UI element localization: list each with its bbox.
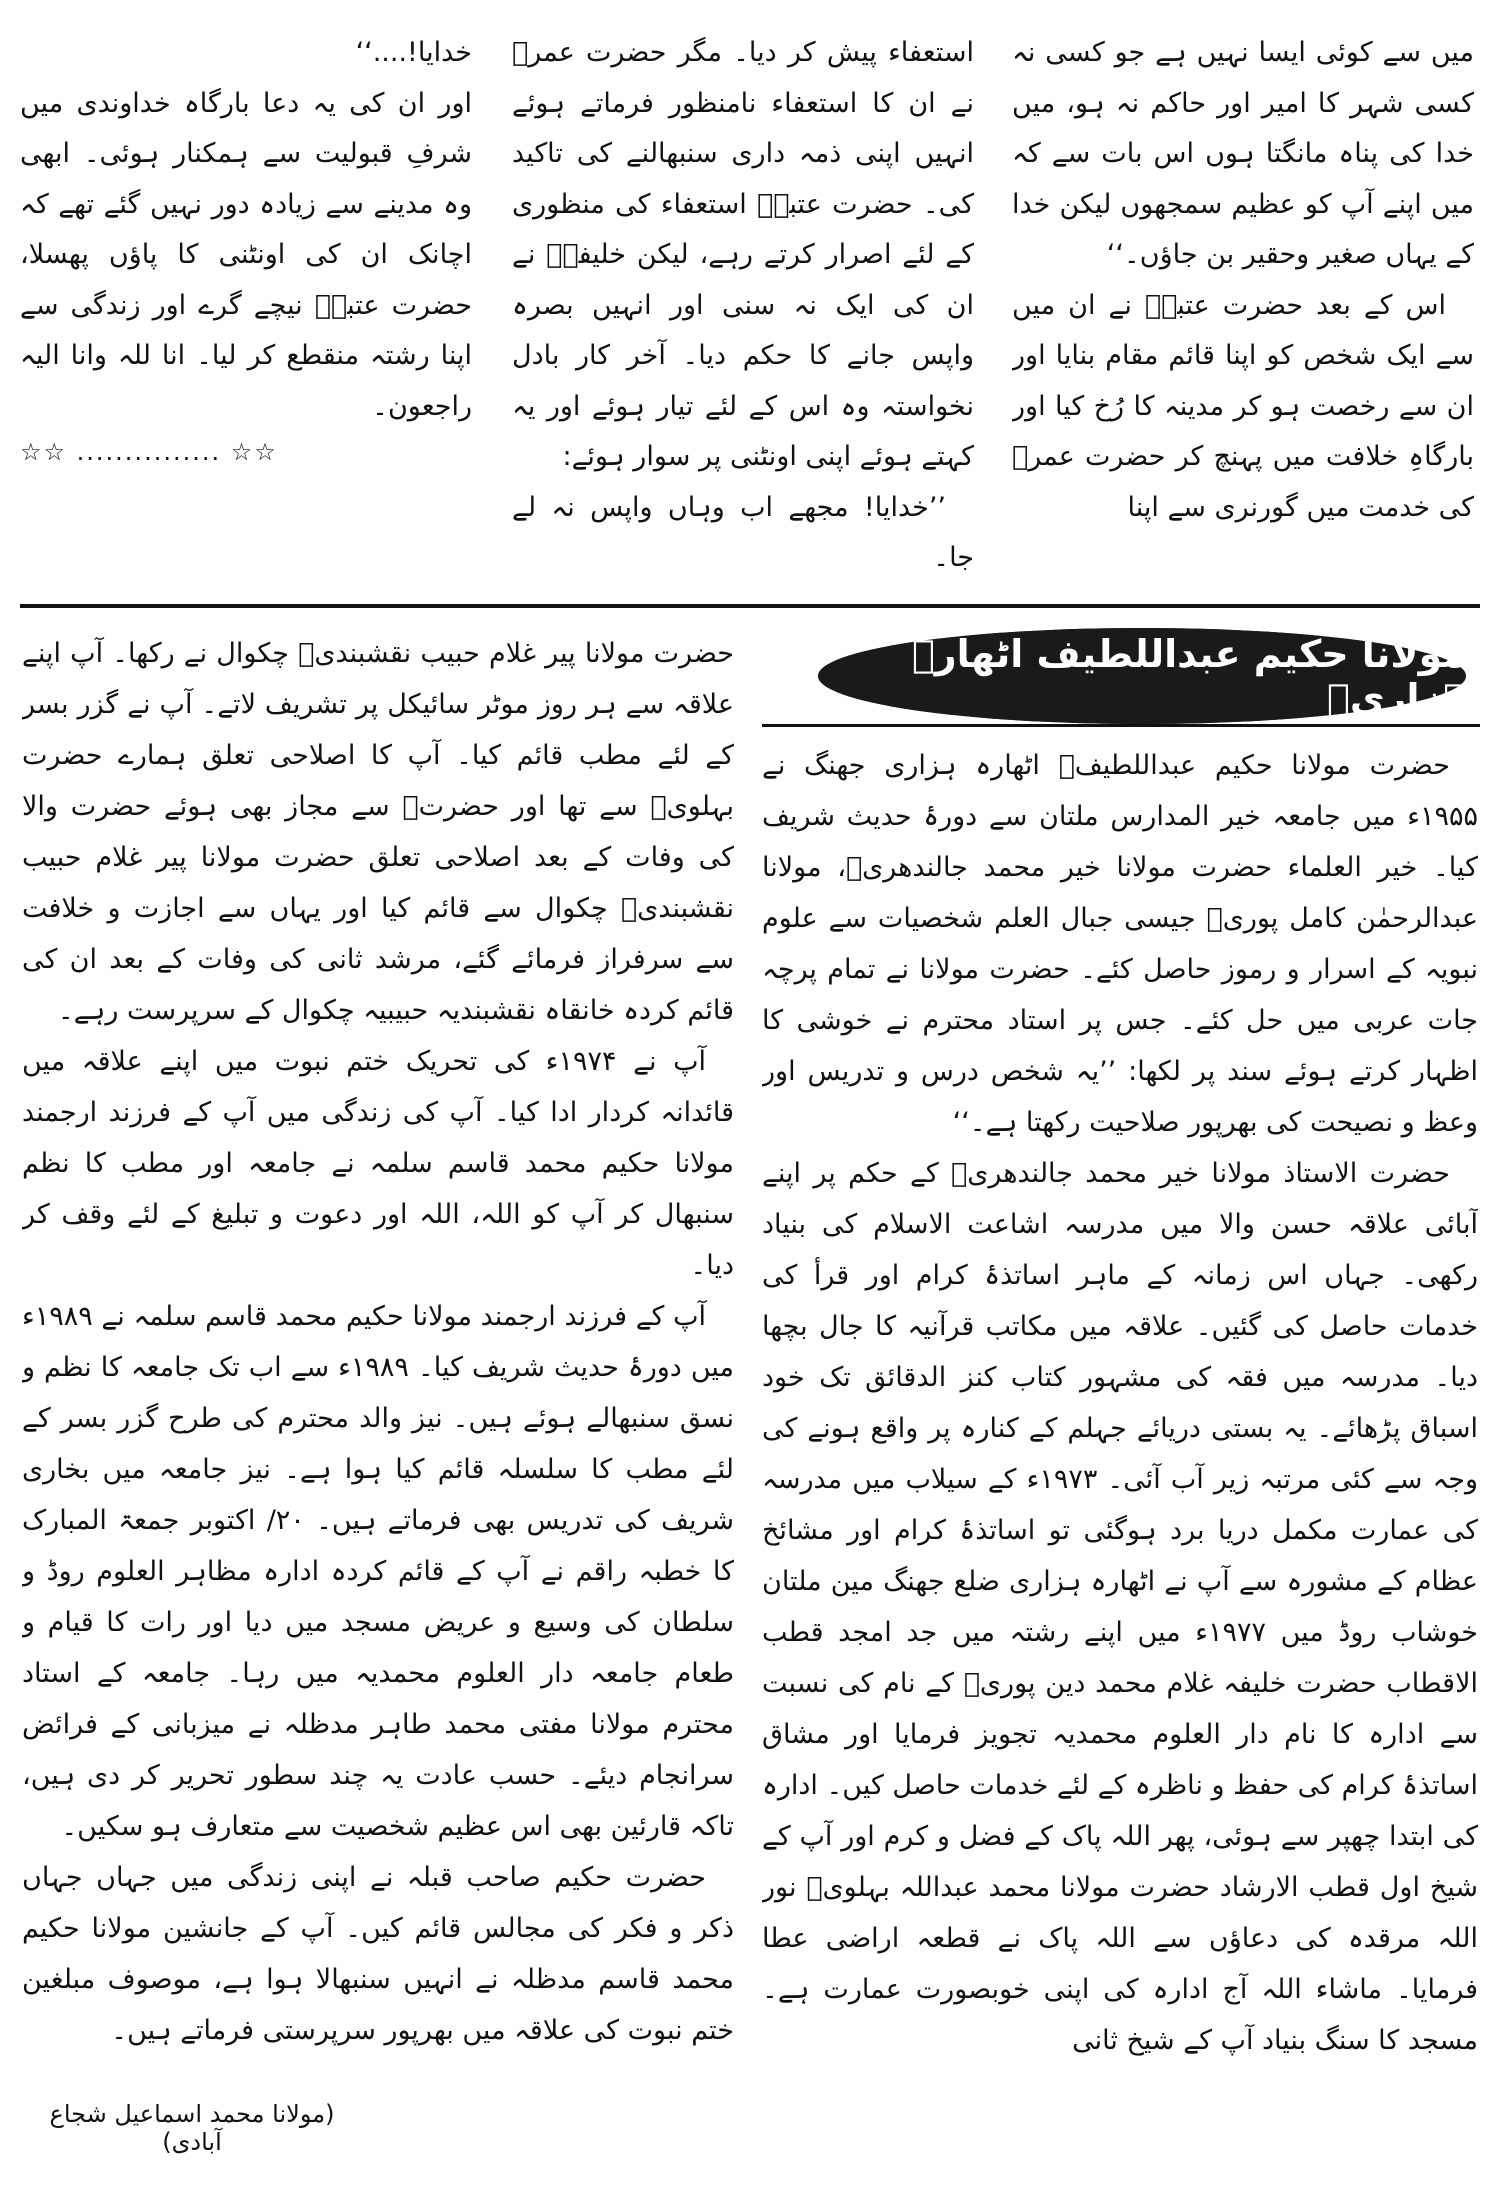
article-title: مولانا حکیم عبداللطیف اٹھارہ ہزاریؒ	[818, 628, 1466, 724]
paragraph: آپ کے فرزند ارجمند مولانا حکیم محمد قاسم سلمہ نے ۱۹۸۹ء میں دورۂ حدیث شریف کیا۔ ۱۹۸۹ء سے اب تک جامعہ کا نظم و نسق سنبھالے ہوئے ہیں۔ نیز والد محترم کی طرح گزر بسر کے لئے مطب کا سلسلہ قائم کیا ہوا ہے۔ نیز جامعہ میں بخاری شریف کی تدریس بھی فرماتے ہیں۔ ۲۰/ اکتوبر جمعۃ المبارک کا خطبہ راقم نے آپ کے قائم کردہ ادارہ مظاہر العلوم روڈ و سلطان کی وسیع و عریض مسجد میں دیا اور رات کا قیام و طعام جامعہ دار العلوم محمدیہ میں رہا۔ جامعہ کے استاد محترم مولانا مفتی محمد طاہر مدظلہ نے میزبانی کے فرائض سرانجام دیئے۔ حسب عادت یہ چند سطور تحریر کر دی ہیں، تاکہ قارئین بھی اس عظیم شخصیت سے متعارف ہو سکیں۔	[22, 1301, 734, 1842]
top-column-middle	[512, 28, 974, 588]
top-column-right	[1012, 28, 1474, 588]
quote-line: ’’خدایا! مجھے اب وہاں واپس نہ لے جا۔	[512, 491, 974, 573]
paragraph: اس کے بعد حضرت عتبہؓ نے ان میں سے ایک شخص کو اپنا قائم مقام بنایا اور ان سے رخصت ہو کر مدینہ کا رُخ کیا اور بارگاہِ خلافت میں پہنچ کر حضرت عمرؓ کی خدمت میں گورنری سے اپنا	[1012, 289, 1474, 523]
section-divider	[20, 604, 1480, 608]
paragraph: حضرت الاستاذ مولانا خیر محمد جالندھریؒ کے حکم پر اپنے آبائی علاقہ حسن والا میں مدرسہ اشاعت الاسلام کی بنیاد رکھی۔ جہاں اس زمانہ کے ماہر اساتذۂ کرام اور قرأ کی خدمات حاصل کی گئیں۔ علاقہ میں مکاتب قرآنیہ کا جال بچھا دیا۔ مدرسہ میں فقہ کی مشہور کتاب کنز الدقائق تک خود اسباق پڑھائے۔ یہ بستی دریائے جہلم کے کنارہ پر واقع ہونے کی وجہ سے کئی مرتبہ زیر آب آئی۔ ۱۹۷۳ء کے سیلاب میں مدرسہ کی عمارت مکمل دریا برد ہوگئی تو اساتذۂ کرام اور مشائخ عظام کے مشورہ سے آپ نے اٹھارہ ہزاری ضلع جھنگ مین ملتان خوشاب روڈ میں ۱۹۷۷ء میں اپنے رشتہ میں جد امجد قطب الاقطاب حضرت خلیفہ غلام محمد دین پوریؒ کے نام کی نسبت سے ادارہ کا نام دار العلوم محمدیہ تجویز فرمایا اور مشاق اساتذۂ کرام کی حفظ و ناظرہ کے لئے خدمات حاصل کیں۔ ادارہ کی ابتدا چھپر سے ہوئی، پھر اللہ پاک کے فضل و کرم اور آپ کے شیخ اول قطب الارشاد حضرت مولانا محمد عبداللہ بہلویؒ نور اللہ مرقدہ کی دعاؤں سے اللہ پاک نے قطعہ اراضی عطا فرمایا۔ ماشاء اللہ آج ادارہ کی اپنی خوبصورت عمارت ہے۔ مسجد کا سنگ بنیاد آپ کے شیخ ثانی	[762, 1158, 1478, 2056]
paragraph: استعفاء پیش کر دیا۔ مگر حضرت عمرؓ نے ان کا استعفاء نامنظور فرماتے ہوئے انہیں اپنی ذمہ داری سنبھالنے کی تاکید کی۔ حضرت عتبہؓ استعفاء کی منظوری کے لئے اصرار کرتے رہے، لیکن خلیفہؓ نے ان کی ایک نہ سنی اور انہیں بصرہ واپس جانے کا حکم دیا۔ آخر کار بادل نخواستہ وہ اس کے لئے تیار ہوئے اور یہ کہتے ہوئے اپنی اونٹنی پر سوار ہوئے:	[512, 37, 974, 472]
article-column-right	[762, 740, 1478, 2180]
section-end-stars: ☆☆ ............... ☆☆	[20, 438, 278, 466]
quote-line: خدایا!....‘‘	[355, 37, 472, 68]
paragraph: حضرت مولانا پیر غلام حبیب نقشبندیؒ چکوال نے رکھا۔ آپ اپنے علاقہ سے ہر روز موٹر سائیکل پر تشریف لاتے۔ آپ نے گزر بسر کے لئے مطب قائم کیا۔ آپ کا اصلاحی تعلق ہمارے حضرت بہلویؒ سے تھا اور حضرتؒ سے مجاز بھی ہوئے حضرت والا کی وفات کے بعد اصلاحی تعلق حضرت مولانا پیر غلام حبیب نقشبندیؒ چکوال سے قائم کیا اور یہاں سے اجازت و خلافت سے سرفراز فرمائے گئے، مرشد ثانی کی وفات کے بعد ان کی قائم کردہ خانقاہ نقشبندیہ حبیبیہ چکوال کے سرپرست رہے۔	[22, 638, 734, 1026]
article-column-left	[22, 628, 734, 2138]
paragraph: آپ نے ۱۹۷۴ء کی تحریک ختم نبوت میں اپنے علاقہ میں قائدانہ کردار ادا کیا۔ آپ کی زندگی میں آپ کے فرزند ارجمند مولانا حکیم محمد قاسم سلمہ نے جامعہ اور مطب کا نظم سنبھال کر آپ کو اللہ، اللہ اور دعوت و تبلیغ کے لئے وقف کر دیا۔	[22, 1046, 734, 1281]
author-byline: (مولانا محمد اسماعیل شجاع آبادی)	[49, 2100, 335, 2156]
title-underline	[762, 724, 1480, 727]
top-column-left	[20, 28, 472, 588]
paragraph: حضرت حکیم صاحب قبلہ نے اپنی زندگی میں جہاں جہاں ذکر و فکر کی مجالس قائم کیں۔ آپ کے جانشین مولانا حکیم محمد قاسم مدظلہ نے انہیں سنبھالا ہوا ہے، موصوف مبلغین ختم نبوت کی علاقہ میں بھرپور سرپرستی فرماتے ہیں۔	[22, 1862, 734, 2046]
paragraph: میں سے کوئی ایسا نہیں ہے جو کسی نہ کسی شہر کا امیر اور حاکم نہ ہو، میں خدا کی پناہ مانگتا ہوں اس بات سے کہ میں اپنے آپ کو عظیم سمجھوں لیکن خدا کے یہاں صغیر وحقیر بن جاؤں۔‘‘	[1012, 37, 1474, 270]
paragraph: اور ان کی یہ دعا بارگاہ خداوندی میں شرفِ قبولیت سے ہمکنار ہوئی۔ ابھی وہ مدینے سے زیادہ دور نہیں گئے تھے کہ اچانک ان کی اونٹنی کا پاؤں پھسلا، حضرت عتبہؓ نیچے گرے اور زندگی سے اپنا رشتہ منقطع کر لیا۔ انا للہ وانا الیہ راجعون۔	[20, 87, 472, 422]
paragraph: حضرت مولانا حکیم عبداللطیفؒ اٹھارہ ہزاری جھنگ نے ۱۹۵۵ء میں جامعہ خیر المدارس ملتان سے دورۂ حدیث شریف کیا۔ خیر العلماء حضرت مولانا خیر محمد جالندھریؒ، مولانا عبدالرحمٰن کامل پوریؒ جیسی جبال العلم شخصیات سے علوم نبویہ کے اسرار و رموز حاصل کئے۔ حضرت مولانا نے تمام پرچہ جات عربی میں حل کئے۔ جس پر استاد محترم نے خوشی کا اظہار کرتے ہوئے سند پر لکھا: ’’یہ شخص درس و تدریس اور وعظ و نصیحت کی بھرپور صلاحیت رکھتا ہے۔‘‘	[762, 750, 1478, 1138]
